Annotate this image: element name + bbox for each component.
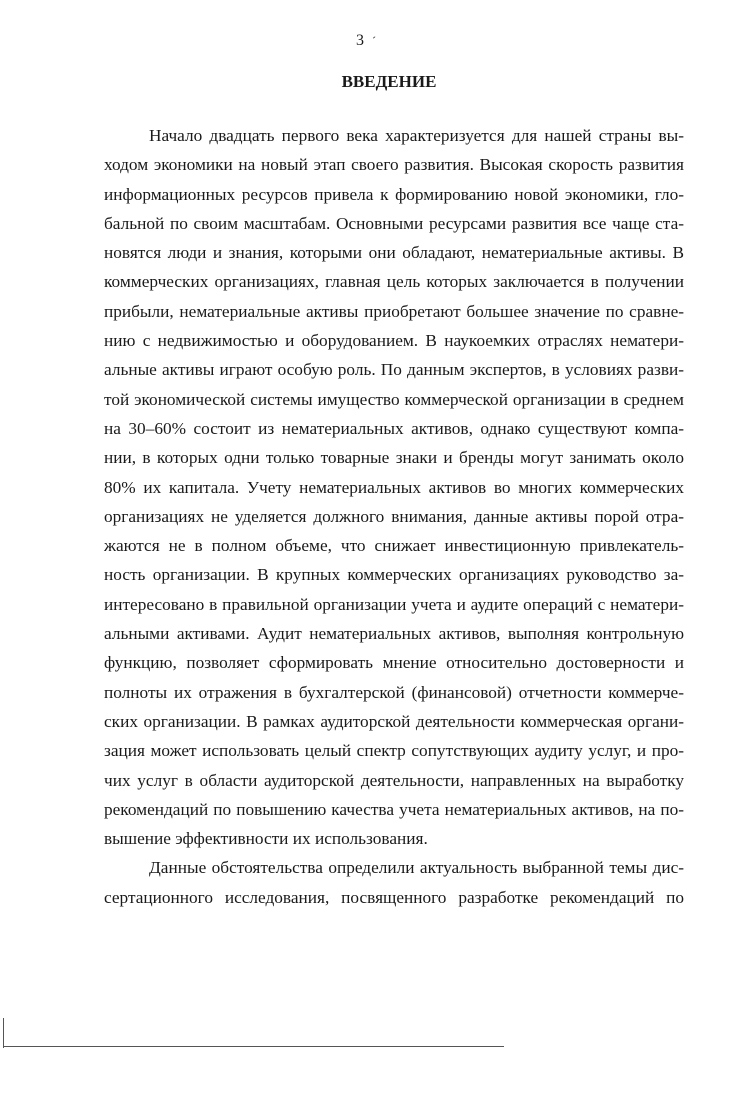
text-line: интересовано в правильной организации учета и аудите операций с нематери- [104, 594, 684, 614]
text-line: 80% их капитала. Учету нематериальных активов во многих коммерческих [104, 477, 684, 497]
text-line: полноты их отражения в бухгалтерской (финансовой) отчетности коммерче- [104, 682, 684, 702]
text-line: зация может использовать целый спектр сопутствующих аудиту услуг, и про- [104, 741, 684, 761]
text-line: той экономической системы имущество коммерческой организации в среднем [104, 389, 684, 409]
text-line: рекомендаций по повышению качества учета нематериальных активов, на по- [104, 799, 684, 819]
text-line: альные активы играют особую роль. По данным экспертов, в условиях разви- [104, 360, 684, 380]
text-line: бальной по своим масштабам. Основными ресурсами развития все чаще ста- [104, 213, 684, 233]
scan-edge-line-vertical [3, 1018, 4, 1048]
text-line: жаются не в полном объеме, что снижает инвестиционную привлекатель- [104, 536, 684, 556]
text-line: нии, в которых одни только товарные знаки и бренды могут занимать около [104, 448, 684, 468]
scan-mark: ´ [372, 34, 376, 48]
text-line: сертационного исследования, посвященного разработке рекомендаций по [104, 887, 684, 907]
text-line: на 30–60% состоит из нематериальных активов, однако существуют компа- [104, 418, 684, 438]
text-line: ность организации. В крупных коммерческих организациях руководство за- [104, 565, 684, 585]
text-line: Данные обстоятельства определили актуальность выбранной темы дис- [149, 858, 684, 878]
text-line: нию с недвижимостью и оборудованием. В наукоемких отраслях нематери- [104, 331, 684, 351]
text-line: ских организации. В рамках аудиторской деятельности коммерческая органи- [104, 711, 684, 731]
text-line: Начало двадцать первого века характеризуется для нашей страны вы- [149, 126, 684, 145]
body-text [104, 121, 684, 912]
text-line: ходом экономики на новый этап своего развития. Высокая скорость развития [104, 155, 684, 175]
text-line: новятся люди и знания, которыми они обладают, нематериальные активы. В [104, 243, 684, 263]
page-number-text: 3 [356, 32, 364, 49]
section-title: ВВЕДЕНИЕ [341, 72, 437, 91]
scan-edge-line [4, 1046, 504, 1047]
text-line: организациях не уделяется должного внимания, данные активы порой отра- [104, 506, 684, 526]
text-line: прибыли, нематериальные активы приобретают большее значение по сравне- [104, 301, 684, 321]
text-line: чих услуг в области аудиторской деятельности, направленных на выработку [104, 770, 684, 790]
text-line: вышение эффективности их использования. [104, 829, 428, 849]
page-number [356, 32, 376, 50]
text-line: функцию, позволяет сформировать мнение относительно достоверности и [104, 653, 684, 673]
text-line: альными активами. Аудит нематериальных активов, выполняя контрольную [104, 624, 684, 644]
text-line: информационных ресурсов привела к формированию новой экономики, гло- [104, 184, 684, 204]
text-line: коммерческих организациях, главная цель которых заключается в получении [104, 272, 684, 292]
